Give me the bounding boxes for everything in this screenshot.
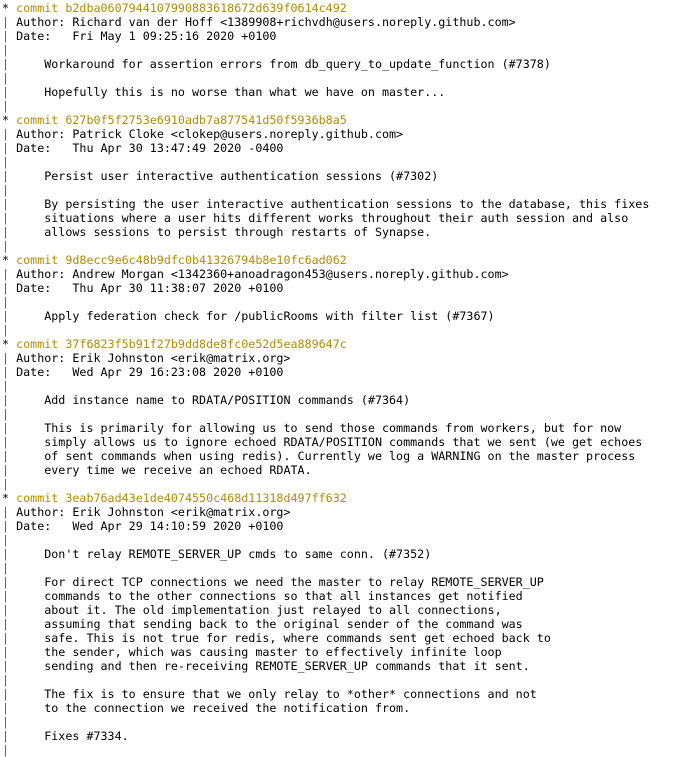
date-text: Date: Wed Apr 29 14:10:59 2020 +0100 xyxy=(9,519,284,533)
log-line xyxy=(2,169,692,183)
author-text: Author: Richard van der Hoff <1389908+richvdh@users.noreply.github.com> xyxy=(9,15,516,29)
log-line xyxy=(2,113,692,127)
log-line xyxy=(2,99,692,113)
graph-edge: | xyxy=(2,281,10,295)
graph-edge: | xyxy=(2,155,10,169)
log-line xyxy=(2,407,692,421)
graph-edge: | xyxy=(2,141,10,155)
date-text: Date: Wed Apr 29 16:23:08 2020 +0100 xyxy=(9,365,284,379)
message-text: Hopefully this is no worse than what we have on master... xyxy=(9,85,446,99)
graph-edge: | xyxy=(2,715,10,729)
graph-edge: | xyxy=(2,57,10,71)
graph-edge: | xyxy=(2,71,10,85)
log-line xyxy=(2,477,692,491)
graph-edge: | xyxy=(2,421,10,435)
log-line xyxy=(2,645,692,659)
graph-edge: | xyxy=(2,575,10,589)
log-line xyxy=(2,575,692,589)
graph-edge: | xyxy=(2,477,10,491)
graph-edge: | xyxy=(2,673,10,687)
log-line xyxy=(2,57,692,71)
graph-edge: | xyxy=(2,99,10,113)
graph-node: * xyxy=(2,253,17,267)
log-line xyxy=(2,253,692,267)
graph-edge: | xyxy=(2,533,10,547)
log-line xyxy=(2,281,692,295)
log-line xyxy=(2,421,692,435)
log-line xyxy=(2,729,692,743)
message-text: safe. This is not true for redis, where commands sent get echoed back to xyxy=(9,631,551,645)
graph-edge: | xyxy=(2,687,10,701)
graph-edge: | xyxy=(2,617,10,631)
graph-edge: | xyxy=(2,211,10,225)
message-text: Fixes #7334. xyxy=(9,729,129,743)
message-text: allows sessions to persist through restarts of Synapse. xyxy=(9,225,432,239)
graph-edge: | xyxy=(2,603,10,617)
graph-edge: | xyxy=(2,15,10,29)
message-text: commands to the other connections so that all instances get notified xyxy=(9,589,523,603)
message-text: sending and then re-receiving REMOTE_SERVER_UP commands that it sent. xyxy=(9,659,530,673)
graph-edge: | xyxy=(2,589,10,603)
author-text: Author: Erik Johnston <erik@matrix.org> xyxy=(9,505,291,519)
graph-edge: | xyxy=(2,463,10,477)
message-text: Add instance name to RDATA/POSITION commands (#7364) xyxy=(9,393,411,407)
message-text: of sent commands when using redis). Currently we log a WARNING on the master process xyxy=(9,449,636,463)
graph-edge: | xyxy=(2,29,10,43)
log-line xyxy=(2,673,692,687)
log-line xyxy=(2,267,692,281)
message-text: every time we receive an echoed RDATA. xyxy=(9,463,312,477)
log-line xyxy=(2,141,692,155)
commit-hash: commit b2dba0607944107990883618672d639f0614c492 xyxy=(16,1,347,15)
message-text: This is primarily for allowing us to send those commands from workers, but for now xyxy=(9,421,622,435)
log-line xyxy=(2,295,692,309)
log-line xyxy=(2,155,692,169)
message-text: The fix is to ensure that we only relay to *other* connections and not xyxy=(9,687,537,701)
log-line xyxy=(2,449,692,463)
graph-edge: | xyxy=(2,295,10,309)
author-text: Author: Andrew Morgan <1342360+anoadragon453@users.noreply.github.com> xyxy=(9,267,509,281)
graph-edge: | xyxy=(2,127,10,141)
graph-edge: | xyxy=(2,197,10,211)
log-line xyxy=(2,463,692,477)
log-line xyxy=(2,393,692,407)
log-line xyxy=(2,15,692,29)
commit-hash: commit 3eab76ad43e1de4074550c468d11318d497ff632 xyxy=(16,491,347,505)
graph-node: * xyxy=(2,491,17,505)
log-line xyxy=(2,85,692,99)
log-line xyxy=(2,351,692,365)
log-line xyxy=(2,225,692,239)
log-line xyxy=(2,71,692,85)
graph-edge: | xyxy=(2,449,10,463)
graph-edge: | xyxy=(2,365,10,379)
graph-edge: | xyxy=(2,407,10,421)
graph-edge: | xyxy=(2,519,10,533)
log-line xyxy=(2,533,692,547)
log-line xyxy=(2,491,692,505)
message-text: Workaround for assertion errors from db_query_to_update_function (#7378) xyxy=(9,57,551,71)
log-line xyxy=(2,379,692,393)
log-line xyxy=(2,323,692,337)
commit-hash: commit 37f6823f5b91f27b9dd8de8fc0e52d5ea889647c xyxy=(16,337,347,351)
message-text: about it. The old implementation just relayed to all connections, xyxy=(9,603,502,617)
date-text: Date: Fri May 1 09:25:16 2020 +0100 xyxy=(9,29,277,43)
graph-edge: | xyxy=(2,729,10,743)
log-line xyxy=(2,589,692,603)
graph-edge: | xyxy=(2,435,10,449)
graph-edge: | xyxy=(2,267,10,281)
message-text: assuming that sending back to the original sender of the command was xyxy=(9,617,523,631)
author-text: Author: Erik Johnston <erik@matrix.org> xyxy=(9,351,291,365)
log-line xyxy=(2,239,692,253)
log-line xyxy=(2,519,692,533)
graph-edge: | xyxy=(2,505,10,519)
message-text: to the connection we received the notification from. xyxy=(9,701,411,715)
log-line xyxy=(2,505,692,519)
log-line xyxy=(2,603,692,617)
log-line xyxy=(2,1,692,15)
message-text: For direct TCP connections we need the master to relay REMOTE_SERVER_UP xyxy=(9,575,544,589)
graph-edge: | xyxy=(2,85,10,99)
graph-node: * xyxy=(2,1,17,15)
graph-edge: | xyxy=(2,645,10,659)
graph-edge: | xyxy=(2,169,10,183)
log-line xyxy=(2,127,692,141)
graph-edge: | xyxy=(2,239,10,253)
graph-edge: | xyxy=(2,743,10,757)
graph-edge: | xyxy=(2,183,10,197)
log-line xyxy=(2,743,692,757)
log-line xyxy=(2,617,692,631)
graph-edge: | xyxy=(2,631,10,645)
log-line xyxy=(2,211,692,225)
log-line xyxy=(2,197,692,211)
log-line xyxy=(2,43,692,57)
log-line xyxy=(2,183,692,197)
message-text: By persisting the user interactive authentication sessions to the database, this fixes xyxy=(9,197,650,211)
date-text: Date: Thu Apr 30 11:38:07 2020 +0100 xyxy=(9,281,284,295)
message-text: Apply federation check for /publicRooms with filter list (#7367) xyxy=(9,309,495,323)
log-line xyxy=(2,561,692,575)
graph-edge: | xyxy=(2,323,10,337)
log-line xyxy=(2,687,692,701)
message-text: the sender, which was causing master to effectively infinite loop xyxy=(9,645,502,659)
graph-edge: | xyxy=(2,701,10,715)
graph-edge: | xyxy=(2,659,10,673)
graph-edge: | xyxy=(2,309,10,323)
message-text: simply allows us to ignore echoed RDATA/POSITION commands that we sent (we get echoes xyxy=(9,435,643,449)
log-line xyxy=(2,309,692,323)
log-line xyxy=(2,701,692,715)
graph-node: * xyxy=(2,113,17,127)
commit-hash: commit 627b0f5f2753e6910adb7a877541d50f5936b8a5 xyxy=(16,113,347,127)
graph-edge: | xyxy=(2,393,10,407)
log-line xyxy=(2,29,692,43)
log-line xyxy=(2,365,692,379)
graph-edge: | xyxy=(2,225,10,239)
graph-edge: | xyxy=(2,43,10,57)
message-text: Don't relay REMOTE_SERVER_UP cmds to same conn. (#7352) xyxy=(9,547,432,561)
message-text: situations where a user hits different works throughout their auth session and also xyxy=(9,211,629,225)
graph-edge: | xyxy=(2,547,10,561)
graph-node: * xyxy=(2,337,17,351)
log-line xyxy=(2,631,692,645)
commit-hash: commit 9d8ecc9e6c48b9dfc0b41326794b8e10fc6ad062 xyxy=(16,253,347,267)
log-line xyxy=(2,435,692,449)
log-line xyxy=(2,337,692,351)
message-text: Persist user interactive authentication sessions (#7302) xyxy=(9,169,439,183)
date-text: Date: Thu Apr 30 13:47:49 2020 -0400 xyxy=(9,141,284,155)
graph-edge: | xyxy=(2,351,10,365)
graph-edge: | xyxy=(2,379,10,393)
log-line xyxy=(2,547,692,561)
log-line xyxy=(2,659,692,673)
log-line xyxy=(2,715,692,729)
author-text: Author: Patrick Cloke <clokep@users.noreply.github.com> xyxy=(9,127,404,141)
graph-edge: | xyxy=(2,561,10,575)
